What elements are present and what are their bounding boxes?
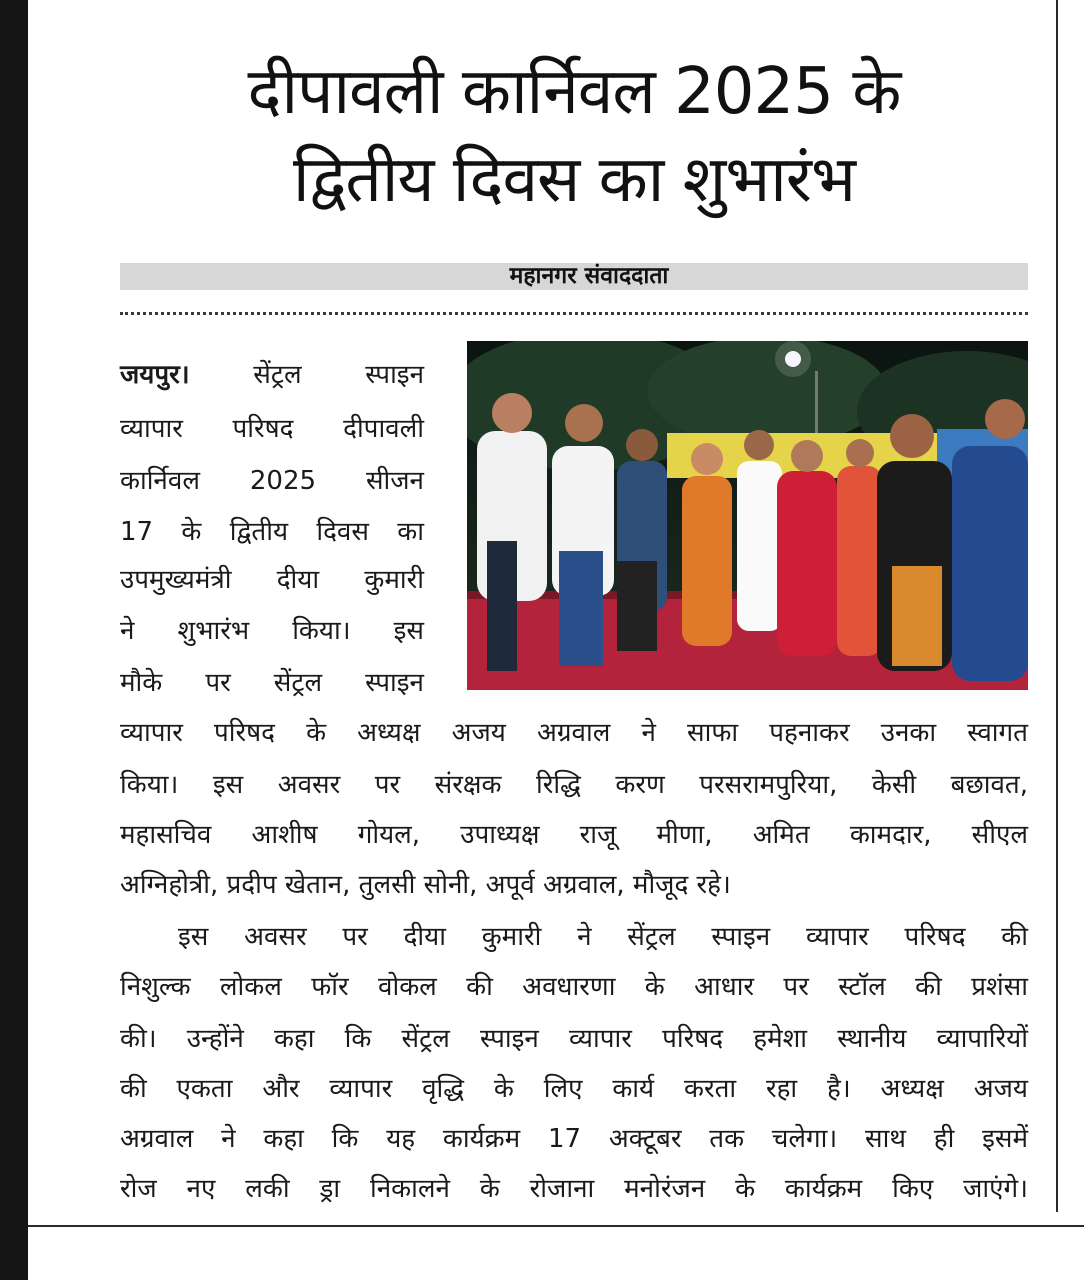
byline: महानगर संवाददाता	[509, 263, 669, 289]
bottom-rule	[28, 1225, 1084, 1227]
column-line-2: व्यापार परिषद दीपावली	[120, 414, 424, 444]
headline-line-2: द्वितीय दिवस का शुभारंभ	[293, 143, 855, 217]
column-line-4: 17 के द्वितीय दिवस का	[120, 517, 424, 547]
column-line-3: कार्निवल 2025 सीजन	[120, 466, 424, 496]
dateline: जयपुर।	[120, 360, 190, 390]
page-edge-bar	[0, 0, 28, 1280]
paragraph2-line-4: की एकता और व्यापार वृद्धि के लिए कार्य करता रहा है। अध्यक्ष अजय	[120, 1074, 1028, 1104]
paragraph2-line-6: रोज नए लकी ड्रा निकालने के रोजाना मनोरंजन के कार्यक्रम किए जाएंगे।	[120, 1174, 1028, 1204]
paragraph2-line-5: अग्रवाल ने कहा कि यह कार्यक्रम 17 अक्टूबर तक चलेगा। साथ ही इसमें	[120, 1124, 1028, 1154]
paragraph1-line-2: किया। इस अवसर पर संरक्षक रिद्धि करण परसरामपुरिया, केसी बछावत,	[120, 770, 1028, 800]
headline-line-1: दीपावली कार्निवल 2025 के	[247, 55, 901, 129]
paragraph1-line-1: व्यापार परिषद के अध्यक्ष अजय अग्रवाल ने साफा पहनाकर उनका स्वागत	[120, 718, 1028, 748]
byline-band	[120, 263, 1028, 290]
column-line-6: ने शुभारंभ किया। इस	[120, 616, 424, 646]
paragraph1-line-4: अग्निहोत्री, प्रदीप खेतान, तुलसी सोनी, अपूर्व अग्रवाल, मौजूद रहे।	[120, 870, 731, 900]
paragraph2-line-2: निशुल्क लोकल फॉर वोकल की अवधारणा के आधार पर स्टॉल की प्रशंसा	[120, 972, 1028, 1002]
column-rule	[1056, 0, 1058, 1212]
paragraph2-line-3: की। उन्होंने कहा कि सेंट्रल स्पाइन व्यापार परिषद हमेशा स्थानीय व्यापारियों	[120, 1024, 1028, 1054]
headline	[120, 48, 1028, 224]
dotted-divider	[120, 312, 1028, 315]
column-line-1: जयपुर। सेंट्रल स्पाइन	[120, 360, 425, 390]
paragraph2-line-1: इस अवसर पर दीया कुमारी ने सेंट्रल स्पाइन व्यापार परिषद की	[178, 922, 1028, 952]
event-photo	[467, 341, 1028, 690]
event-photo-illustration	[467, 341, 1028, 690]
column-line-5: उपमुख्यमंत्री दीया कुमारी	[120, 565, 424, 595]
paragraph1-line-3: महासचिव आशीष गोयल, उपाध्यक्ष राजू मीणा, अमित कामदार, सीएल	[120, 820, 1028, 850]
column-line-7: मौके पर सेंट्रल स्पाइन	[120, 668, 424, 698]
